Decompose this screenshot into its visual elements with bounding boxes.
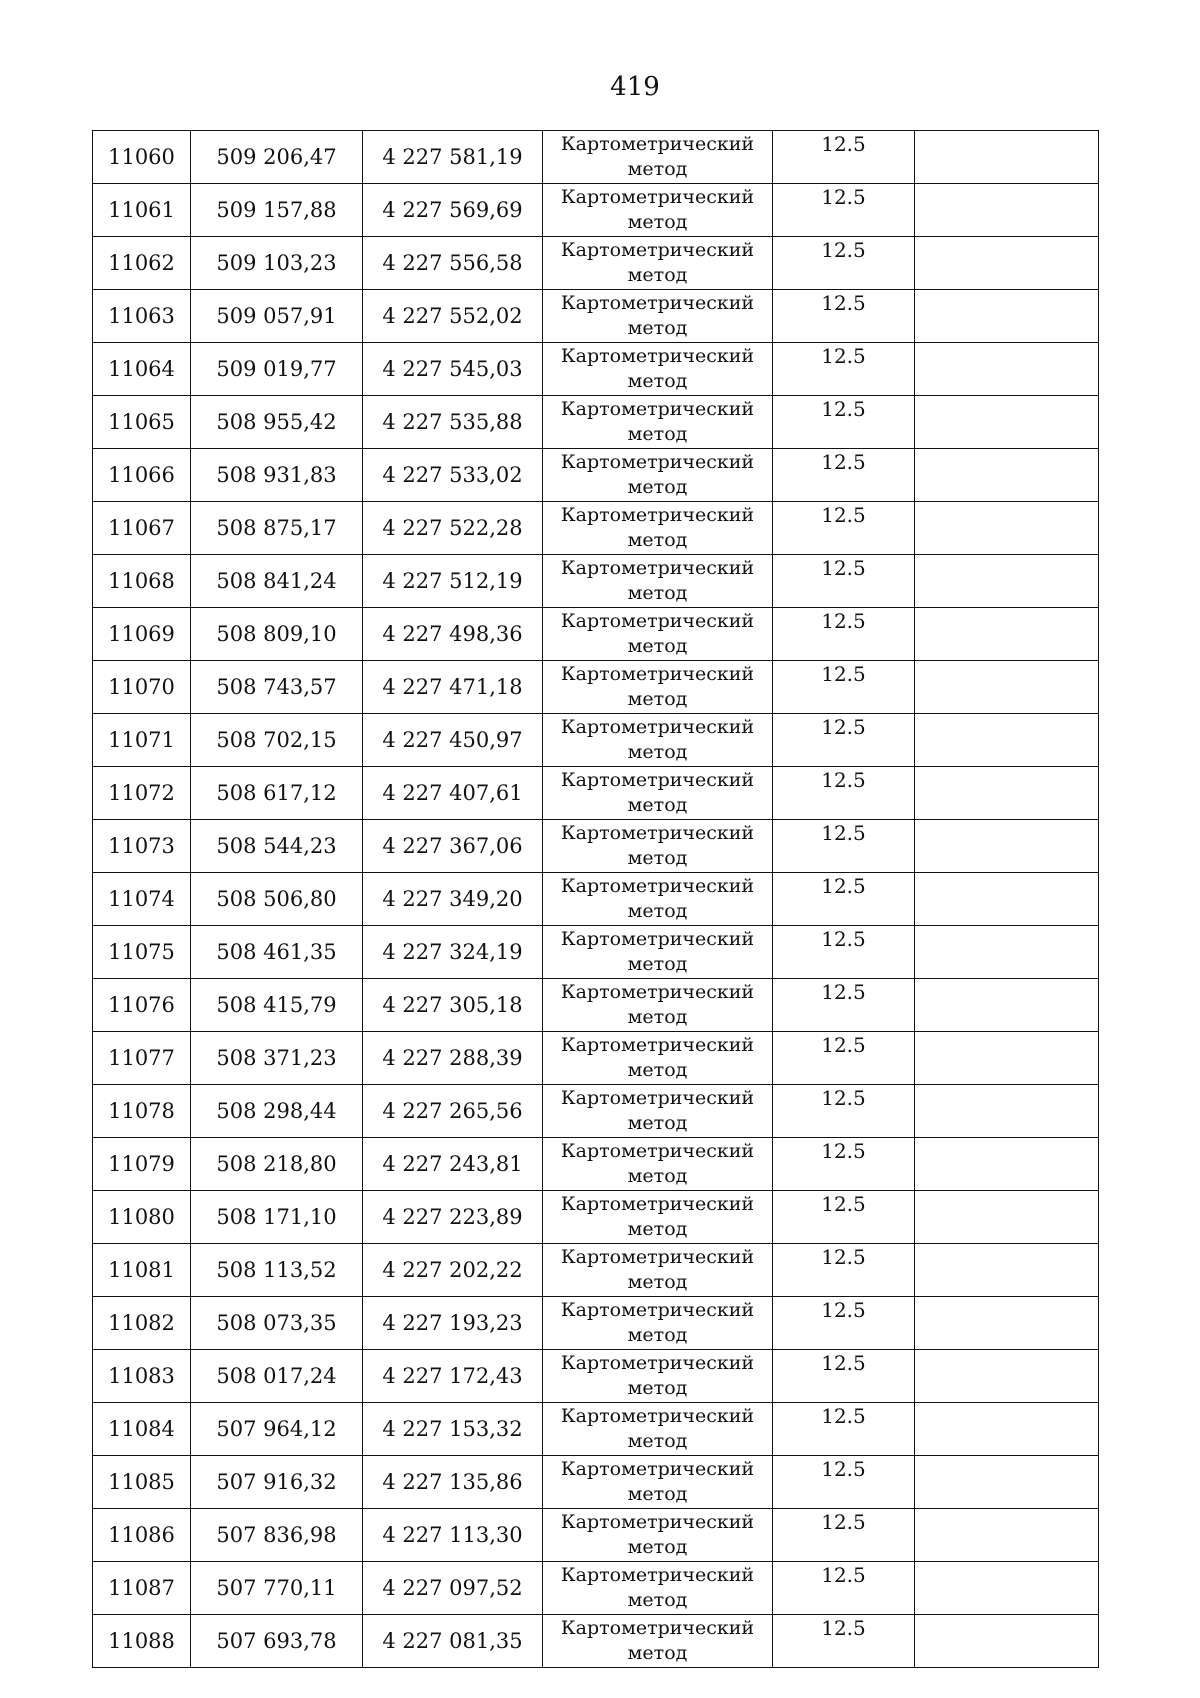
note-cell [915,449,1099,502]
note-cell [915,184,1099,237]
accuracy-cell: 12.5 [773,237,915,290]
table-row [93,1403,1099,1456]
method-line-1: Картометрический [560,1299,755,1321]
method-cell [543,131,773,184]
y-coordinate-cell: 4 227 498,36 [363,608,543,661]
note-cell [915,1350,1099,1403]
method-cell [543,661,773,714]
note-cell [915,820,1099,873]
table-row [93,820,1099,873]
method-cell [543,1509,773,1562]
x-coordinate-cell: 508 371,23 [191,1032,363,1085]
note-cell [915,502,1099,555]
method-cell [543,1297,773,1350]
method-line-2: метод [627,476,688,498]
accuracy-cell: 12.5 [773,979,915,1032]
point-id-cell: 11073 [93,820,191,873]
method-line-1: Картометрический [560,133,755,155]
y-coordinate-cell: 4 227 135,86 [363,1456,543,1509]
table-row [93,184,1099,237]
method-line-2: метод [627,741,688,763]
point-id-cell: 11088 [93,1615,191,1668]
method-line-1: Картометрический [560,451,755,473]
note-cell [915,873,1099,926]
method-line-2: метод [627,264,688,286]
x-coordinate-cell: 507 770,11 [191,1562,363,1615]
x-coordinate-cell: 508 461,35 [191,926,363,979]
method-line-1: Картометрический [560,1034,755,1056]
y-coordinate-cell: 4 227 512,19 [363,555,543,608]
point-id-cell: 11071 [93,714,191,767]
method-line-2: метод [627,1218,688,1240]
method-line-2: метод [627,900,688,922]
y-coordinate-cell: 4 227 305,18 [363,979,543,1032]
y-coordinate-cell: 4 227 081,35 [363,1615,543,1668]
x-coordinate-cell: 508 218,80 [191,1138,363,1191]
point-id-cell: 11060 [93,131,191,184]
method-line-1: Картометрический [560,822,755,844]
table-row [93,1191,1099,1244]
table-row [93,1456,1099,1509]
note-cell [915,555,1099,608]
x-coordinate-cell: 508 073,35 [191,1297,363,1350]
y-coordinate-cell: 4 227 113,30 [363,1509,543,1562]
accuracy-cell: 12.5 [773,661,915,714]
x-coordinate-cell: 509 103,23 [191,237,363,290]
note-cell [915,1297,1099,1350]
x-coordinate-cell: 508 298,44 [191,1085,363,1138]
method-line-2: метод [627,370,688,392]
table-row [93,767,1099,820]
accuracy-cell: 12.5 [773,184,915,237]
method-cell [543,555,773,608]
point-id-cell: 11079 [93,1138,191,1191]
accuracy-cell: 12.5 [773,1562,915,1615]
point-id-cell: 11077 [93,1032,191,1085]
method-cell [543,1456,773,1509]
method-line-2: метод [627,847,688,869]
method-line-1: Картометрический [560,769,755,791]
method-line-2: метод [627,1006,688,1028]
y-coordinate-cell: 4 227 202,22 [363,1244,543,1297]
y-coordinate-cell: 4 227 367,06 [363,820,543,873]
coordinates-table [92,130,1099,1668]
y-coordinate-cell: 4 227 545,03 [363,343,543,396]
table-row [93,714,1099,767]
accuracy-cell: 12.5 [773,1297,915,1350]
method-line-2: метод [627,1271,688,1293]
accuracy-cell: 12.5 [773,1032,915,1085]
table-row [93,502,1099,555]
note-cell [915,1191,1099,1244]
note-cell [915,714,1099,767]
point-id-cell: 11084 [93,1403,191,1456]
method-cell [543,714,773,767]
table-row [93,1562,1099,1615]
method-line-2: метод [627,1483,688,1505]
method-cell [543,1191,773,1244]
method-cell [543,1085,773,1138]
method-line-1: Картометрический [560,186,755,208]
table-row [93,555,1099,608]
method-cell [543,1350,773,1403]
x-coordinate-cell: 508 841,24 [191,555,363,608]
method-cell [543,1403,773,1456]
method-line-2: метод [627,1642,688,1664]
accuracy-cell: 12.5 [773,926,915,979]
x-coordinate-cell: 507 693,78 [191,1615,363,1668]
x-coordinate-cell: 507 916,32 [191,1456,363,1509]
accuracy-cell: 12.5 [773,608,915,661]
method-line-2: метод [627,529,688,551]
method-cell [543,1244,773,1297]
table-row [93,396,1099,449]
table-row [93,1297,1099,1350]
method-line-1: Картометрический [560,716,755,738]
note-cell [915,979,1099,1032]
method-line-2: метод [627,953,688,975]
point-id-cell: 11069 [93,608,191,661]
note-cell [915,131,1099,184]
x-coordinate-cell: 509 057,91 [191,290,363,343]
method-cell [543,396,773,449]
accuracy-cell: 12.5 [773,1509,915,1562]
note-cell [915,926,1099,979]
accuracy-cell: 12.5 [773,343,915,396]
note-cell [915,343,1099,396]
point-id-cell: 11075 [93,926,191,979]
accuracy-cell: 12.5 [773,290,915,343]
x-coordinate-cell: 507 964,12 [191,1403,363,1456]
y-coordinate-cell: 4 227 288,39 [363,1032,543,1085]
method-line-1: Картометрический [560,1140,755,1162]
point-id-cell: 11064 [93,343,191,396]
table-row [93,237,1099,290]
point-id-cell: 11070 [93,661,191,714]
method-line-1: Картометрический [560,345,755,367]
method-cell [543,502,773,555]
point-id-cell: 11065 [93,396,191,449]
x-coordinate-cell: 509 206,47 [191,131,363,184]
method-line-2: метод [627,1112,688,1134]
x-coordinate-cell: 508 809,10 [191,608,363,661]
page-number: 419 [610,72,660,102]
x-coordinate-cell: 509 157,88 [191,184,363,237]
x-coordinate-cell: 508 702,15 [191,714,363,767]
accuracy-cell: 12.5 [773,1085,915,1138]
table-row [93,873,1099,926]
accuracy-cell: 12.5 [773,820,915,873]
note-cell [915,1615,1099,1668]
method-cell [543,820,773,873]
point-id-cell: 11083 [93,1350,191,1403]
y-coordinate-cell: 4 227 265,56 [363,1085,543,1138]
note-cell [915,1403,1099,1456]
method-line-2: метод [627,1324,688,1346]
method-line-2: метод [627,1589,688,1611]
method-cell [543,873,773,926]
y-coordinate-cell: 4 227 556,58 [363,237,543,290]
method-line-1: Картометрический [560,981,755,1003]
method-cell [543,184,773,237]
table-row [93,1509,1099,1562]
method-line-1: Картометрический [560,1458,755,1480]
accuracy-cell: 12.5 [773,1403,915,1456]
method-line-1: Картометрический [560,610,755,632]
point-id-cell: 11078 [93,1085,191,1138]
note-cell [915,1244,1099,1297]
point-id-cell: 11061 [93,184,191,237]
point-id-cell: 11074 [93,873,191,926]
note-cell [915,237,1099,290]
point-id-cell: 11066 [93,449,191,502]
point-id-cell: 11081 [93,1244,191,1297]
table-row [93,926,1099,979]
table-row [93,1032,1099,1085]
x-coordinate-cell: 508 875,17 [191,502,363,555]
table-body [93,131,1099,1668]
note-cell [915,1562,1099,1615]
x-coordinate-cell: 508 743,57 [191,661,363,714]
y-coordinate-cell: 4 227 522,28 [363,502,543,555]
method-line-2: метод [627,1059,688,1081]
accuracy-cell: 12.5 [773,1350,915,1403]
method-cell [543,237,773,290]
x-coordinate-cell: 508 955,42 [191,396,363,449]
y-coordinate-cell: 4 227 324,19 [363,926,543,979]
point-id-cell: 11072 [93,767,191,820]
table-row [93,131,1099,184]
y-coordinate-cell: 4 227 533,02 [363,449,543,502]
method-line-1: Картометрический [560,239,755,261]
method-line-2: метод [627,1377,688,1399]
note-cell [915,1456,1099,1509]
note-cell [915,290,1099,343]
table-row [93,979,1099,1032]
accuracy-cell: 12.5 [773,555,915,608]
method-line-1: Картометрический [560,557,755,579]
accuracy-cell: 12.5 [773,873,915,926]
x-coordinate-cell: 508 544,23 [191,820,363,873]
method-line-1: Картометрический [560,875,755,897]
point-id-cell: 11082 [93,1297,191,1350]
point-id-cell: 11086 [93,1509,191,1562]
method-line-2: метод [627,582,688,604]
table-row [93,608,1099,661]
accuracy-cell: 12.5 [773,131,915,184]
y-coordinate-cell: 4 227 535,88 [363,396,543,449]
accuracy-cell: 12.5 [773,1191,915,1244]
y-coordinate-cell: 4 227 172,43 [363,1350,543,1403]
accuracy-cell: 12.5 [773,1456,915,1509]
x-coordinate-cell: 508 171,10 [191,1191,363,1244]
method-cell [543,1615,773,1668]
y-coordinate-cell: 4 227 581,19 [363,131,543,184]
x-coordinate-cell: 508 931,83 [191,449,363,502]
note-cell [915,1085,1099,1138]
method-line-2: метод [627,635,688,657]
x-coordinate-cell: 508 415,79 [191,979,363,1032]
method-cell [543,979,773,1032]
point-id-cell: 11063 [93,290,191,343]
point-id-cell: 11062 [93,237,191,290]
method-line-1: Картометрический [560,292,755,314]
point-id-cell: 11067 [93,502,191,555]
y-coordinate-cell: 4 227 223,89 [363,1191,543,1244]
note-cell [915,1032,1099,1085]
note-cell [915,396,1099,449]
accuracy-cell: 12.5 [773,767,915,820]
accuracy-cell: 12.5 [773,1244,915,1297]
y-coordinate-cell: 4 227 243,81 [363,1138,543,1191]
y-coordinate-cell: 4 227 552,02 [363,290,543,343]
x-coordinate-cell: 509 019,77 [191,343,363,396]
method-line-1: Картометрический [560,1511,755,1533]
method-line-2: метод [627,211,688,233]
y-coordinate-cell: 4 227 097,52 [363,1562,543,1615]
method-line-1: Картометрический [560,1405,755,1427]
point-id-cell: 11076 [93,979,191,1032]
accuracy-cell: 12.5 [773,396,915,449]
method-cell [543,449,773,502]
point-id-cell: 11068 [93,555,191,608]
method-line-1: Картометрический [560,1087,755,1109]
method-cell [543,1562,773,1615]
method-cell [543,1138,773,1191]
method-line-2: метод [627,688,688,710]
accuracy-cell: 12.5 [773,714,915,767]
method-line-1: Картометрический [560,504,755,526]
method-line-2: метод [627,158,688,180]
method-line-2: метод [627,1536,688,1558]
table-row [93,1615,1099,1668]
note-cell [915,608,1099,661]
method-cell [543,1032,773,1085]
table-row [93,1138,1099,1191]
method-line-2: метод [627,423,688,445]
x-coordinate-cell: 508 113,52 [191,1244,363,1297]
method-cell [543,290,773,343]
method-line-2: метод [627,1165,688,1187]
method-line-1: Картометрический [560,1352,755,1374]
method-cell [543,343,773,396]
y-coordinate-cell: 4 227 153,32 [363,1403,543,1456]
method-line-1: Картометрический [560,663,755,685]
y-coordinate-cell: 4 227 349,20 [363,873,543,926]
point-id-cell: 11087 [93,1562,191,1615]
accuracy-cell: 12.5 [773,1138,915,1191]
x-coordinate-cell: 508 617,12 [191,767,363,820]
method-line-1: Картометрический [560,928,755,950]
y-coordinate-cell: 4 227 450,97 [363,714,543,767]
table-row [93,290,1099,343]
method-cell [543,926,773,979]
method-line-1: Картометрический [560,398,755,420]
table-row [93,1244,1099,1297]
table-row [93,449,1099,502]
note-cell [915,1509,1099,1562]
note-cell [915,767,1099,820]
y-coordinate-cell: 4 227 407,61 [363,767,543,820]
x-coordinate-cell: 508 017,24 [191,1350,363,1403]
method-line-1: Картометрический [560,1564,755,1586]
method-cell [543,767,773,820]
accuracy-cell: 12.5 [773,502,915,555]
method-line-1: Картометрический [560,1617,755,1639]
note-cell [915,661,1099,714]
method-line-1: Картометрический [560,1193,755,1215]
table-row [93,1350,1099,1403]
y-coordinate-cell: 4 227 569,69 [363,184,543,237]
note-cell [915,1138,1099,1191]
method-line-2: метод [627,317,688,339]
table-row [93,343,1099,396]
method-line-2: метод [627,794,688,816]
x-coordinate-cell: 508 506,80 [191,873,363,926]
x-coordinate-cell: 507 836,98 [191,1509,363,1562]
table-row [93,661,1099,714]
accuracy-cell: 12.5 [773,1615,915,1668]
method-line-1: Картометрический [560,1246,755,1268]
method-line-2: метод [627,1430,688,1452]
point-id-cell: 11080 [93,1191,191,1244]
accuracy-cell: 12.5 [773,449,915,502]
point-id-cell: 11085 [93,1456,191,1509]
table-row [93,1085,1099,1138]
y-coordinate-cell: 4 227 471,18 [363,661,543,714]
method-cell [543,608,773,661]
y-coordinate-cell: 4 227 193,23 [363,1297,543,1350]
